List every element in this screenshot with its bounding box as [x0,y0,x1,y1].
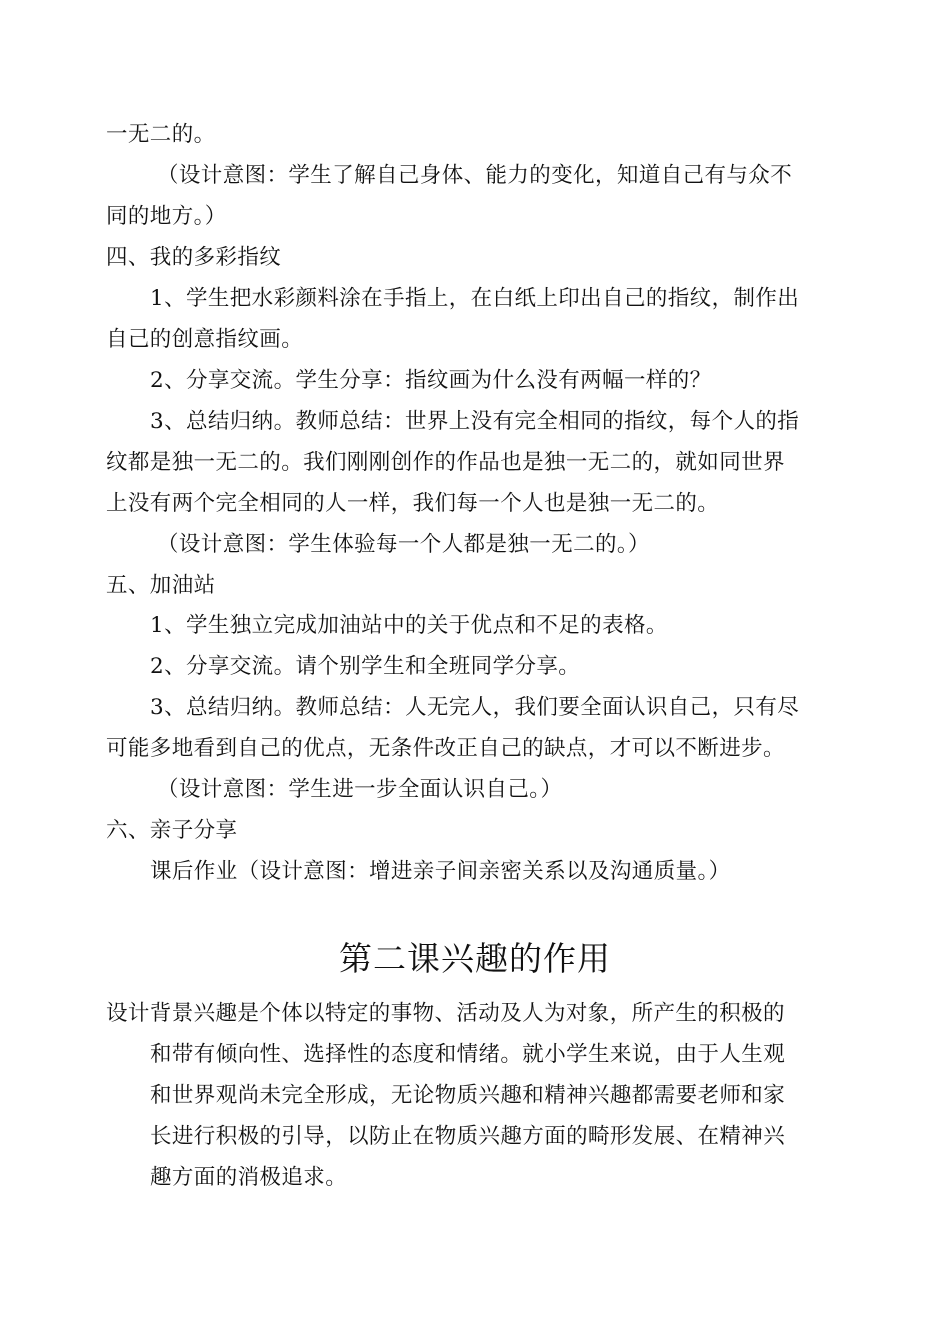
lesson-title: 第二课兴趣的作用 [339,939,611,978]
design-intent-note: （设计意图：学生体验每一个人都是独一无二的。） [157,532,650,557]
background-paragraph-line: 和世界观尚未完全形成，无论物质兴趣和精神兴趣都需要老师和家 [150,1083,786,1108]
text-line: 2、分享交流。学生分享：指纹画为什么没有两幅一样的？ [150,368,712,393]
text-line: 可能多地看到自己的优点，无条件改正自己的缺点，才可以不断进步。 [106,736,785,761]
section-heading: 四、我的多彩指纹 [106,245,282,270]
text-line: 同的地方。） [106,204,227,229]
background-paragraph-line: 和带有倾向性、选择性的态度和情绪。就小学生来说，由于人生观 [150,1042,786,1067]
text-line: 1、学生独立完成加油站中的关于优点和不足的表格。 [150,613,668,638]
background-paragraph-line: 趣方面的消极追求。 [150,1165,348,1190]
text-line: 3、总结归纳。教师总结：人无完人，我们要全面认识自己，只有尽 [150,695,800,720]
text-line: 2、分享交流。请个别学生和全班同学分享。 [150,654,581,679]
design-intent-note: （设计意图：学生了解自己身体、能力的变化，知道自己有与众不 [157,163,793,188]
background-paragraph-line: 设计背景兴趣是个体以特定的事物、活动及人为对象，所产生的积极的 [106,1001,785,1026]
text-line: 1、学生把水彩颜料涂在手指上，在白纸上印出自己的指纹，制作出 [150,286,800,311]
text-line: 上没有两个完全相同的人一样，我们每一个人也是独一无二的。 [106,491,720,516]
section-heading: 五、加油站 [106,573,216,598]
background-paragraph-line: 长进行积极的引导，以防止在物质兴趣方面的畸形发展、在精神兴 [150,1124,786,1149]
text-line: 自己的创意指纹画。 [106,327,304,352]
design-intent-note: （设计意图：学生进一步全面认识自己。） [157,777,563,802]
text-line: 纹都是独一无二的。我们刚刚创作的作品也是独一无二的，就如同世界 [106,450,785,475]
text-line: 一无二的。 [106,122,216,147]
text-line: 课后作业（设计意图：增进亲子间亲密关系以及沟通质量。） [150,859,731,884]
section-heading: 六、亲子分享 [106,818,238,843]
text-line: 3、总结归纳。教师总结：世界上没有完全相同的指纹，每个人的指 [150,409,800,434]
